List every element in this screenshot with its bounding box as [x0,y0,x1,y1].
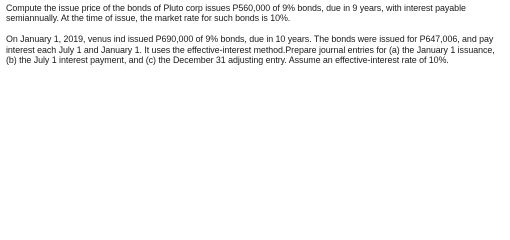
problem-text [6,3,504,66]
question-paragraph-2: On January 1, 2019, venus ind issued P690,000 of 9% bonds, due in 10 years. The bonds were issued for P647,006, and pay interest each July 1 and January 1. It uses the effective-interest method.Prepare journal entries for (a) the January 1 issuance, (b) the July 1 interest payment, and (c) the December 31 adjusting entry. Assume an effective-interest rate of 10%. [6,34,495,66]
question-paragraph-1: Compute the issue price of the bonds of Pluto corp issues P560,000 of 9% bonds, due in 9 years, with interest payable semiannually. At the time of issue, the market rate for such bonds is 10%. [6,3,466,24]
